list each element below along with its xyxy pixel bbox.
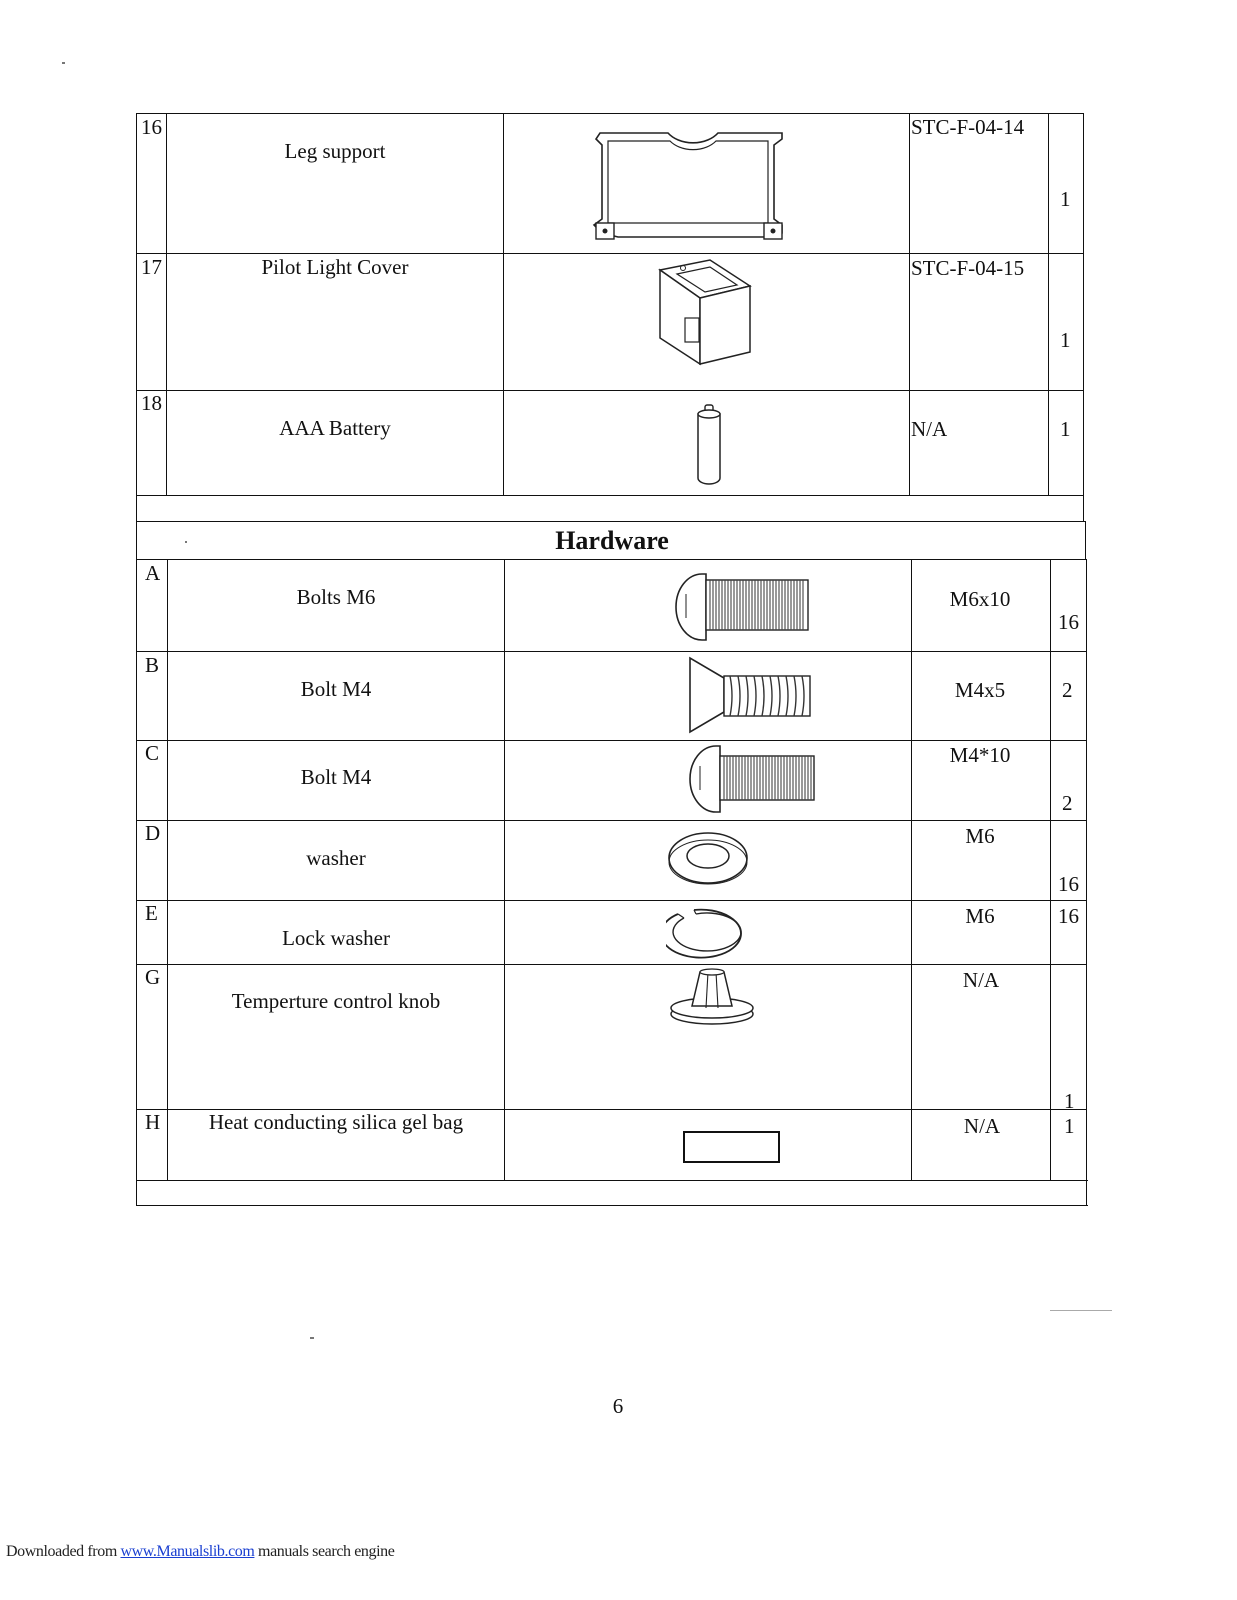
hardware-qty: 1 bbox=[1064, 1089, 1075, 1113]
hardware-qty: 16 bbox=[1058, 872, 1079, 896]
hardware-spec: M4x5 bbox=[954, 678, 1006, 702]
hardware-title: Hardware bbox=[555, 526, 669, 555]
part-code: STC-F-04-14 bbox=[911, 115, 1025, 139]
manualslib-link[interactable]: www.Manualslib.com bbox=[120, 1543, 255, 1560]
part-name: AAA Battery bbox=[279, 416, 391, 440]
hardware-id: B bbox=[145, 653, 160, 677]
part-qty: 1 bbox=[1060, 328, 1071, 352]
part-code: N/A bbox=[911, 417, 948, 441]
lock-washer-image bbox=[666, 904, 752, 960]
part-id: 16 bbox=[141, 115, 162, 139]
hardware-id: H bbox=[145, 1110, 161, 1134]
page-number: 6 bbox=[612, 1394, 624, 1418]
part-qty: 1 bbox=[1060, 187, 1071, 211]
hardware-name: Heat conducting silica gel bag bbox=[208, 1110, 464, 1134]
flat-washer-image bbox=[666, 829, 750, 887]
pilot-light-cover-image bbox=[655, 258, 755, 368]
hardware-id: C bbox=[145, 741, 160, 765]
round-head-bolt-image bbox=[686, 744, 818, 814]
download-footer bbox=[6, 1543, 394, 1561]
scan-speck bbox=[310, 1337, 314, 1339]
hardware-name: Lock washer bbox=[282, 926, 390, 950]
hardware-qty: 2 bbox=[1062, 678, 1073, 702]
hardware-name: Bolt M4 bbox=[300, 677, 372, 701]
hardware-spec: N/A bbox=[962, 968, 1000, 992]
part-name: Pilot Light Cover bbox=[261, 255, 409, 279]
leg-support-image bbox=[588, 127, 788, 247]
hardware-id: A bbox=[145, 561, 161, 585]
hardware-id: G bbox=[145, 965, 161, 989]
hardware-name: Bolt M4 bbox=[300, 765, 372, 789]
countersunk-bolt-image bbox=[688, 656, 814, 734]
hardware-id: E bbox=[145, 901, 158, 925]
hardware-qty: 1 bbox=[1064, 1114, 1075, 1138]
round-head-bolt-image bbox=[672, 572, 812, 642]
hardware-name: washer bbox=[306, 846, 366, 870]
hardware-qty: 2 bbox=[1062, 791, 1073, 815]
hardware-spec: M4*10 bbox=[949, 743, 1011, 767]
hardware-qty: 16 bbox=[1058, 904, 1079, 928]
control-knob-image bbox=[668, 966, 756, 1028]
scan-speck bbox=[185, 541, 187, 543]
hardware-spec: M6 bbox=[965, 824, 995, 848]
scan-speck bbox=[1050, 1310, 1112, 1311]
scan-speck bbox=[62, 62, 65, 64]
part-code: STC-F-04-15 bbox=[911, 256, 1025, 280]
hardware-name: Temperture control knob bbox=[231, 989, 441, 1013]
footer-suffix: manuals search engine bbox=[254, 1543, 395, 1560]
part-qty: 1 bbox=[1060, 417, 1071, 441]
part-id: 17 bbox=[141, 255, 162, 279]
hardware-name: Bolts M6 bbox=[296, 585, 376, 609]
footer-prefix: Downloaded from bbox=[6, 1543, 121, 1560]
hardware-spec: N/A bbox=[963, 1114, 1001, 1138]
silica-gel-bag-image bbox=[683, 1131, 780, 1163]
hardware-spec: M6 bbox=[965, 904, 995, 928]
hardware-spec: M6x10 bbox=[949, 587, 1011, 611]
aaa-battery-image bbox=[694, 402, 724, 486]
hardware-id: D bbox=[145, 821, 161, 845]
hardware-qty: 16 bbox=[1058, 610, 1079, 634]
part-name: Leg support bbox=[284, 139, 386, 163]
part-id: 18 bbox=[141, 391, 162, 415]
